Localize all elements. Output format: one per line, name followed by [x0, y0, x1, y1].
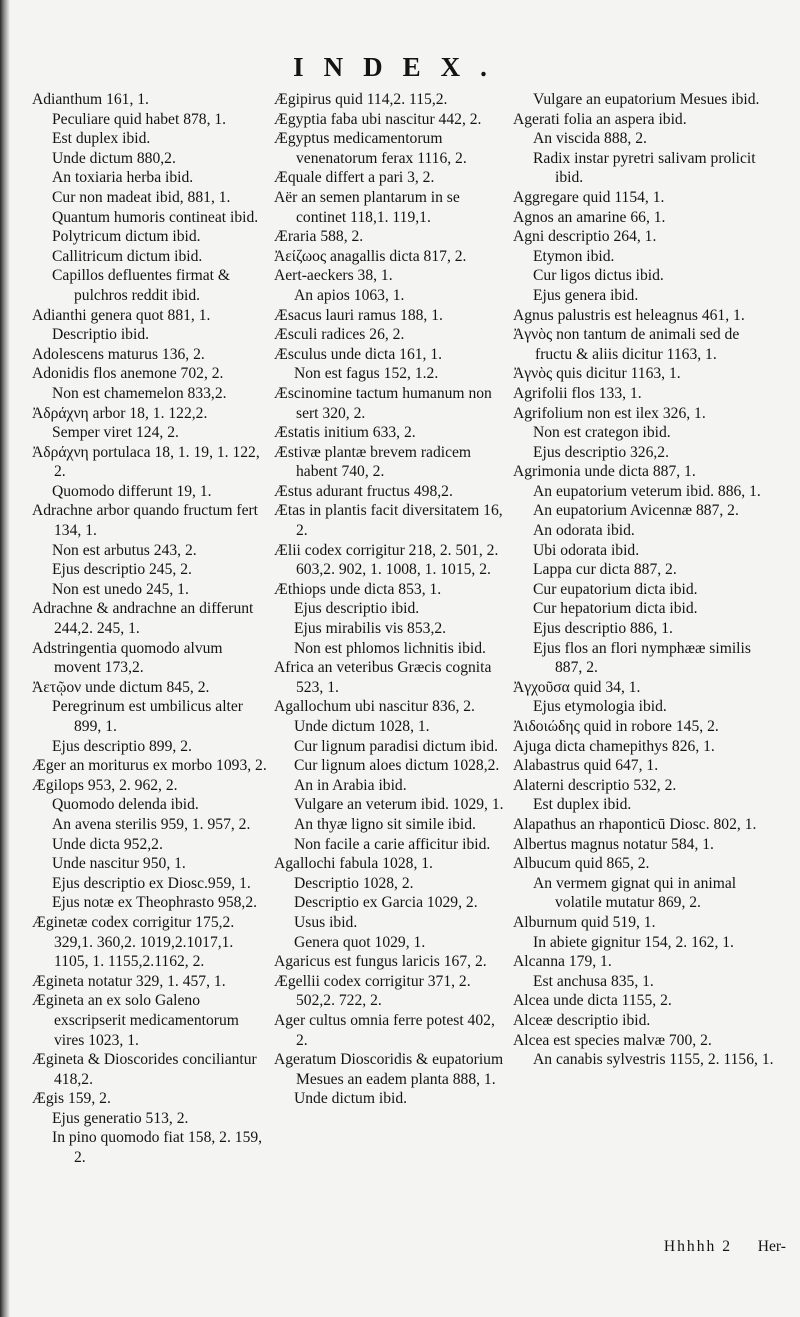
index-entry: Agnos an amarine 66, 1. — [513, 208, 666, 226]
index-entry: Alcanna 179, 1. — [513, 953, 612, 971]
index-subentry: Quomodo differunt 19, 1. — [52, 482, 212, 500]
index-entry: Alceæ descriptio ibid. — [513, 1011, 651, 1029]
index-subentry: Ejus notæ ex Theophrasto 958,2. — [52, 894, 258, 912]
index-entry: Æsacus lauri ramus 188, 1. — [274, 306, 443, 324]
index-entry: Ἀετῷον unde dictum 845, 2. — [32, 678, 210, 696]
index-subentry: Etymon ibid. — [533, 247, 615, 265]
index-subentry: Quomodo delenda ibid. — [52, 796, 199, 814]
index-subentry: Unde dictum ibid. — [294, 1090, 408, 1108]
index-subentry: Radix instar pyretri salivam prolicit ibid. — [533, 149, 756, 187]
index-subentry: Est duplex ibid. — [533, 796, 632, 814]
index-subentry: Cur ligos dictus ibid. — [533, 267, 664, 285]
index-entry: Agni descriptio 264, 1. — [513, 228, 657, 246]
index-subentry: An toxiaria herba ibid. — [52, 169, 194, 187]
index-subentry: Descriptio 1028, 2. — [294, 874, 414, 892]
index-column-1 — [32, 90, 270, 1168]
index-entry: Ægyptus medicamentorum venenatorum ferax 1116, 2. — [274, 130, 467, 167]
index-entry: Agerati folia an aspera ibid. — [513, 110, 687, 128]
index-entry: Adolescens maturus 136, 2. — [32, 345, 205, 363]
index-subentry: Peregrinum est umbilicus alter 899, 1. — [52, 698, 243, 735]
index-subentry: Ejus descriptio ibid. — [294, 600, 420, 618]
index-entry: Aert-aeckers 38, 1. — [274, 267, 393, 285]
index-entry: Adianthum 161, 1. — [32, 91, 149, 108]
page-gutter-shadow — [0, 0, 10, 1317]
index-entry: Agallochum ubi nascitur 836, 2. — [274, 698, 475, 716]
index-entry: Alapathus an rhaponticū Diosc. 802, 1. — [513, 815, 757, 833]
index-subentry: Peculiare quid habet 878, 1. — [52, 110, 227, 128]
index-entry: Æsculi radices 26, 2. — [274, 326, 405, 344]
index-entry: Alaterni descriptio 532, 2. — [513, 776, 677, 794]
index-subentry: An avena sterilis 959, 1. 957, 2. — [52, 815, 251, 833]
index-subentry: Non facile a carie afficitur ibid. — [294, 835, 491, 853]
index-subentry: Capillos defluentes firmat & pulchros reddit ibid. — [52, 267, 230, 304]
index-entry: Æscinomine tactum humanum non sert 320, 2. — [274, 384, 492, 422]
index-subentry: Ejus etymologia ibid. — [533, 698, 667, 716]
index-subentry: An eupatorium veterum ibid. 886, 1. — [533, 482, 761, 500]
index-entry: Africa an veteribus Græcis cognita 523, 1. — [274, 659, 492, 696]
index-entry: Ægipirus quid 114,2. 115,2. — [274, 91, 448, 108]
index-entry: Alcea est species malvæ 700, 2. — [513, 1031, 712, 1049]
index-entry: Ægyptia faba ubi nascitur 442, 2. — [274, 110, 482, 128]
index-entry: Aër an semen plantarum in se continet 118,1. 119,1. — [274, 188, 460, 226]
index-subentry: An vermem gignat qui in animal volatile mutatur 869, 2. — [533, 874, 737, 912]
index-entry: Ἀδράχνη portulaca 18, 1. 19, 1. 122, 2. — [32, 443, 260, 481]
index-subentry: Callitricum dictum ibid. — [52, 247, 203, 265]
index-subentry: Ubi odorata ibid. — [533, 541, 640, 559]
index-entry: Æthiops unde dicta 853, 1. — [274, 580, 442, 598]
index-entry: Ægineta an ex solo Galeno exscripserit medicamentorum vires 1023, 1. — [32, 992, 239, 1049]
index-subentry: Descriptio ibid. — [52, 326, 150, 344]
index-entry: Aggregare quid 1154, 1. — [513, 188, 665, 206]
index-subentry: Non est arbutus 243, 2. — [52, 541, 197, 559]
index-subentry: An in Arabia ibid. — [294, 776, 407, 794]
index-subentry: Genera quot 1029, 1. — [294, 933, 426, 951]
index-entry: Ἀγνὸς non tantum de animali sed de fructu & aliis dicitur 1163, 1. — [513, 326, 740, 363]
index-entry: Ἀγνὸς quis dicitur 1163, 1. — [513, 365, 681, 383]
index-entry: Alabastrus quid 647, 1. — [513, 757, 659, 775]
index-subentry: Est anchusa 835, 1. — [533, 972, 654, 990]
index-entry: Ægellii codex corrigitur 371, 2. 502,2. 722, 2. — [274, 972, 471, 1010]
catchword: Her- — [757, 1238, 786, 1255]
index-subentry: An apios 1063, 1. — [294, 286, 405, 304]
index-entry: Æstatis initium 633, 2. — [274, 424, 416, 442]
index-entry: Æger an moriturus ex morbo 1093, 2. — [32, 757, 267, 775]
index-entry: Æquale differt a pari 3, 2. — [274, 169, 435, 187]
index-subentry: Unde dictum 880,2. — [52, 149, 176, 167]
index-subentry: Ejus descriptio 886, 1. — [533, 620, 673, 638]
index-entry: Ægineta notatur 329, 1. 457, 1. — [32, 972, 226, 990]
index-subentry: Ejus mirabilis vis 853,2. — [294, 620, 447, 638]
index-subentry: Est duplex ibid. — [52, 130, 151, 148]
index-subentry: Vulgare an eupatorium Mesues ibid. — [533, 91, 760, 108]
index-entry: Alburnum quid 519, 1. — [513, 913, 656, 931]
index-entry: Agrimonia unde dicta 887, 1. — [513, 463, 696, 481]
index-entry: Ἀγχοῦσα quid 34, 1. — [513, 678, 641, 696]
index-entry: Agrifolii flos 133, 1. — [513, 384, 642, 402]
index-entry: Agnus palustris est heleagnus 461, 1. — [513, 306, 745, 324]
index-subentry: Semper viret 124, 2. — [52, 424, 179, 442]
index-subentry: Non est fagus 152, 1.2. — [294, 365, 439, 383]
index-entry: Adrachne arbor quando fructum fert 134, 1. — [32, 502, 259, 540]
page-title: INDEX. — [293, 52, 507, 82]
index-subentry: An eupatorium Avicennæ 887, 2. — [533, 502, 739, 520]
index-subentry: Lappa cur dicta 887, 2. — [533, 561, 677, 579]
index-column-3 — [513, 90, 779, 1070]
signature-mark: Hhhhh 2 — [663, 1238, 732, 1255]
index-entry: Ætas in plantis facit diversitatem 16, 2. — [274, 502, 503, 540]
index-entry: Ajuga dicta chamepithys 826, 1. — [513, 737, 715, 755]
index-subentry: Ejus generatio 513, 2. — [52, 1109, 189, 1127]
index-subentry: Ejus descriptio 899, 2. — [52, 737, 192, 755]
index-subentry: Quantum humoris contineat ibid. — [52, 208, 259, 226]
index-subentry: Usus ibid. — [294, 913, 358, 931]
index-entry: Agrifolium non est ilex 326, 1. — [513, 404, 706, 422]
index-subentry: Non est crategon ibid. — [533, 424, 671, 442]
index-subentry: Unde nascitur 950, 1. — [52, 855, 186, 873]
index-entry: Ægilops 953, 2. 962, 2. — [32, 776, 178, 794]
index-entry: Ἀδράχνη arbor 18, 1. 122,2. — [32, 404, 208, 422]
index-entry: Ageratum Dioscoridis & eupatorium Mesues an eadem planta 888, 1. — [274, 1051, 504, 1088]
index-subentry: Unde dicta 952,2. — [52, 835, 163, 853]
index-subentry: Cur lignum paradisi dictum ibid. — [294, 737, 498, 755]
index-entry: Æsculus unde dicta 161, 1. — [274, 345, 443, 363]
index-subentry: Ejus descriptio ex Diosc.959, 1. — [52, 874, 251, 892]
index-subentry: Ejus descriptio 326,2. — [533, 443, 669, 461]
index-subentry: Ejus genera ibid. — [533, 286, 639, 304]
index-entry: Albucum quid 865, 2. — [513, 855, 650, 873]
index-entry: Ægis 159, 2. — [32, 1090, 111, 1108]
index-entry: Æginetæ codex corrigitur 175,2. 329,1. 360,2. 1019,2.1017,1. 1105, 1. 1155,2.1162, 2. — [32, 913, 235, 971]
index-subentry: An viscida 888, 2. — [533, 130, 647, 148]
index-subentry: Cur non madeat ibid, 881, 1. — [52, 188, 231, 206]
index-entry: Adstringentia quomodo alvum movent 173,2. — [32, 639, 223, 677]
index-subentry: An thyæ ligno sit simile ibid. — [294, 815, 476, 833]
index-column-2 — [274, 90, 510, 1109]
page-footer — [0, 1238, 790, 1260]
index-subentry: Non est chamemelon 833,2. — [52, 384, 227, 402]
index-entry: Ἀείζωος anagallis dicta 817, 2. — [274, 247, 467, 265]
index-entry: Adianthi genera quot 881, 1. — [32, 306, 211, 324]
index-entry: Albertus magnus notatur 584, 1. — [513, 835, 714, 853]
index-entry: Ἀιδοιώδης quid in robore 145, 2. — [513, 718, 719, 735]
index-subentry: Non est phlomos lichnitis ibid. — [294, 639, 486, 657]
index-entry: Æstivæ plantæ brevem radicem habent 740, 2. — [274, 443, 472, 481]
index-entry: Ager cultus omnia ferre potest 402, 2. — [274, 1011, 495, 1049]
index-subentry: Cur lignum aloes dictum 1028,2. — [294, 757, 500, 775]
index-subentry: An canabis sylvestris 1155, 2. 1156, 1. — [533, 1051, 774, 1069]
index-subentry: Unde dictum 1028, 1. — [294, 718, 430, 735]
index-subentry: Non est unedo 245, 1. — [52, 580, 189, 598]
index-subentry: Vulgare an veterum ibid. 1029, 1. — [294, 796, 504, 814]
index-subentry: An odorata ibid. — [533, 522, 635, 540]
index-entry: Agaricus est fungus laricis 167, 2. — [274, 953, 487, 971]
index-subentry: Ejus flos an flori nymphææ similis 887, 2. — [533, 639, 751, 677]
index-subentry: Polytricum dictum ibid. — [52, 228, 201, 246]
index-subentry: Cur hepatorium dicta ibid. — [533, 600, 698, 618]
index-entry: Ægineta & Dioscorides conciliantur 418,2. — [32, 1051, 257, 1088]
index-subentry: Descriptio ex Garcia 1029, 2. — [294, 894, 478, 912]
index-entry: Adrachne & andrachne an differunt 244,2. 245, 1. — [32, 600, 254, 638]
index-entry: Agallochi fabula 1028, 1. — [274, 855, 433, 873]
index-subentry: Ejus descriptio 245, 2. — [52, 561, 192, 579]
index-subentry: In abiete gignitur 154, 2. 162, 1. — [533, 933, 734, 951]
index-subentry: In pino quomodo fiat 158, 2. 159, 2. — [52, 1129, 263, 1167]
index-subentry: Cur eupatorium dicta ibid. — [533, 580, 698, 598]
index-entry: Alcea unde dicta 1155, 2. — [513, 992, 672, 1010]
index-entry: Æstus adurant fructus 498,2. — [274, 482, 453, 500]
index-entry: Ælii codex corrigitur 218, 2. 501, 2. 603,2. 902, 1. 1008, 1. 1015, 2. — [274, 541, 499, 579]
index-entry: Adonidis flos anemone 702, 2. — [32, 365, 224, 383]
index-entry: Æraria 588, 2. — [274, 228, 364, 246]
